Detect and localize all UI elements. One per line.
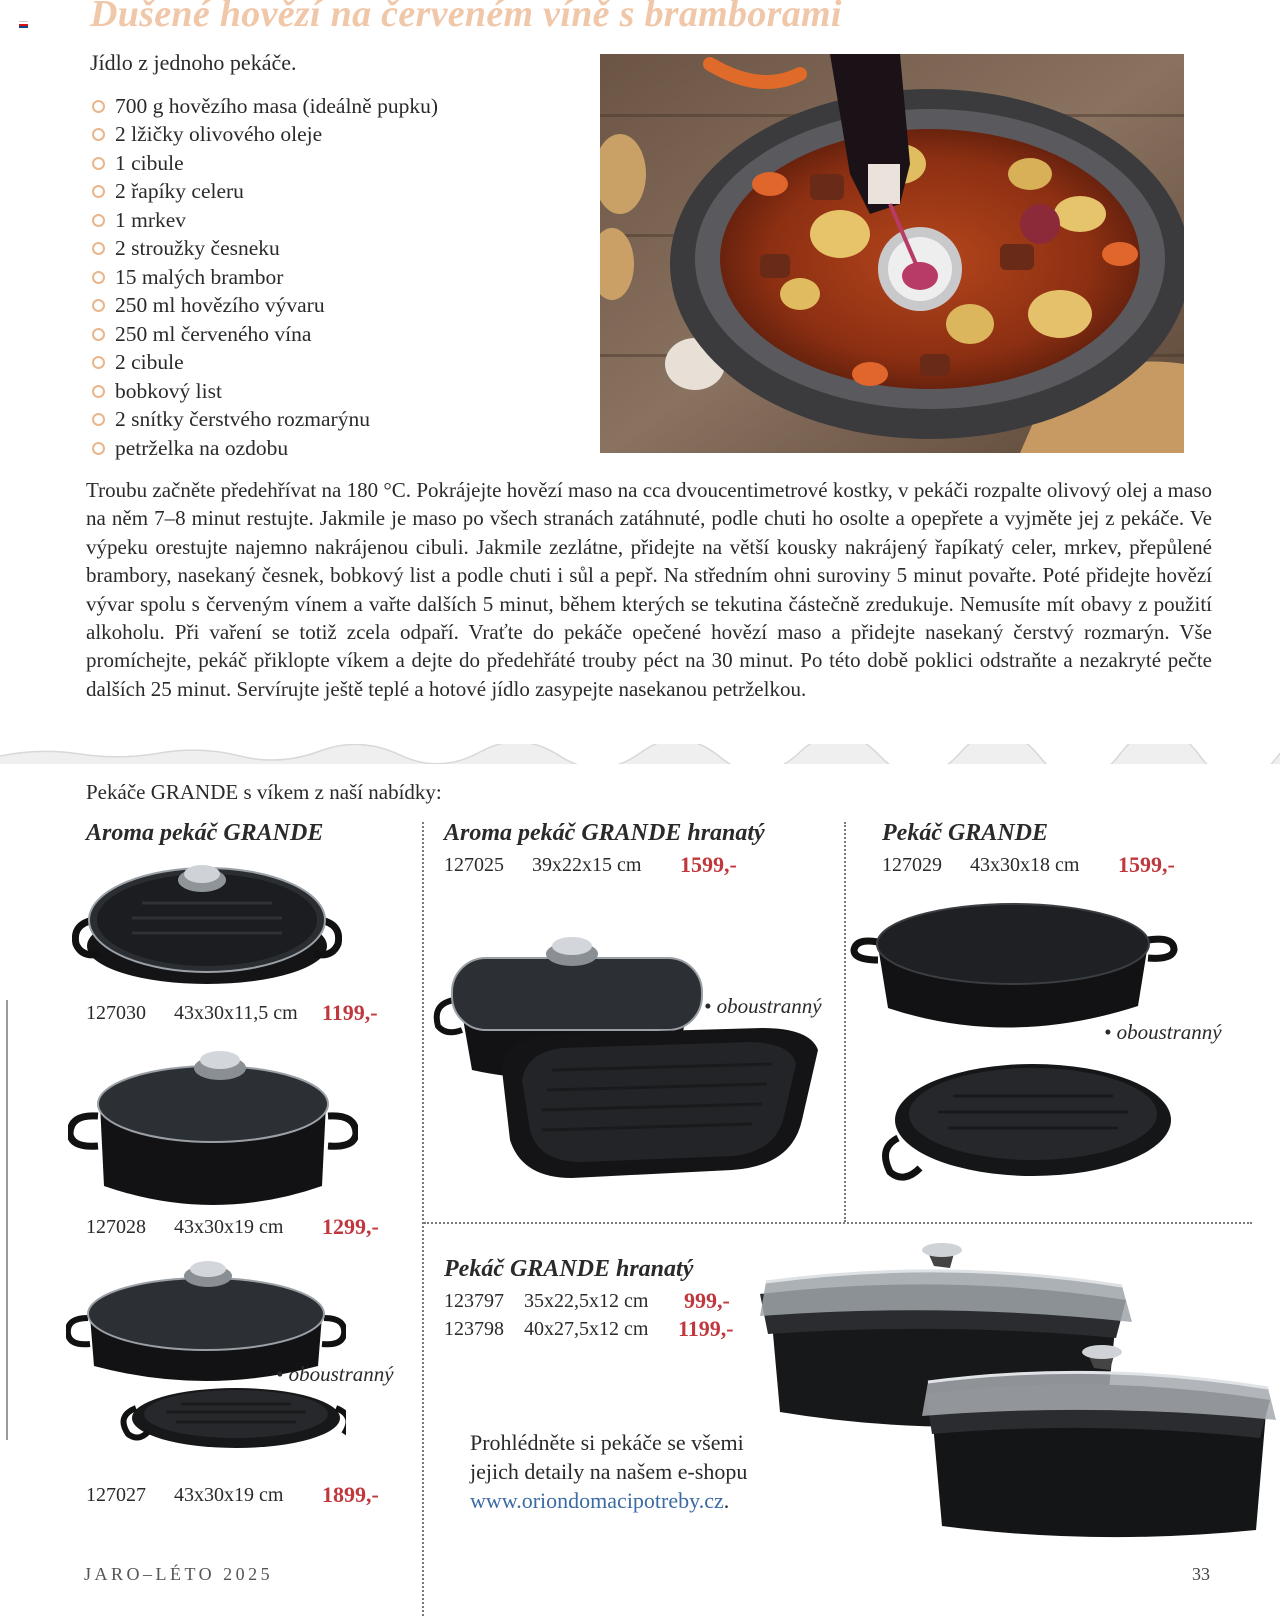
flag-icon [19, 21, 28, 27]
product-size: 43x30x11,5 cm [174, 1002, 298, 1024]
product-note: • oboustranný [276, 1362, 394, 1386]
product-size: 40x27,5x12 cm [524, 1318, 649, 1340]
list-item: 2 stroužky česneku [92, 235, 438, 264]
eshop-note [470, 1428, 747, 1515]
list-item: bobkový list [92, 377, 438, 406]
product-code: 123798 [444, 1318, 504, 1340]
deep-oval-roaster-image [68, 1046, 358, 1214]
column-divider [844, 822, 846, 1222]
bullet-icon [92, 385, 105, 398]
bullet-icon [92, 271, 105, 284]
recipe-photo [600, 54, 1184, 453]
list-item: 1 mrkev [92, 206, 438, 235]
product-size: 43x30x19 cm [174, 1216, 284, 1238]
ingredient-list [92, 92, 438, 463]
list-item: 250 ml červeného vína [92, 320, 438, 349]
bullet-icon [92, 413, 105, 426]
torn-paper-divider [0, 744, 1280, 772]
offer-heading: Pekáče GRANDE s víkem z naší nabídky: [86, 780, 442, 804]
list-item: petrželka na ozdobu [92, 434, 438, 463]
page-number: 33 [1192, 1564, 1210, 1584]
product-title: Aroma pekáč GRANDE hranatý [444, 820, 765, 846]
square-roasters-image [756, 1242, 1280, 1548]
product-code: 127025 [444, 854, 504, 876]
product-code: 127027 [86, 1484, 146, 1506]
oval-roaster-image [72, 858, 342, 990]
rectangular-roaster-image [432, 930, 826, 1190]
list-item: 15 malých brambor [92, 263, 438, 292]
column-divider [422, 822, 424, 1616]
recipe-intro: Jídlo z jednoho pekáče. [90, 50, 297, 75]
product-code: 127029 [882, 854, 942, 876]
footer-season: JARO–LÉTO 2025 [84, 1564, 274, 1584]
bullet-icon [92, 128, 105, 141]
product-note: • oboustranný [1104, 1020, 1222, 1044]
product-code: 127030 [86, 1002, 146, 1024]
list-item: 2 řapíky celeru [92, 178, 438, 207]
product-price: 999,- [684, 1288, 730, 1313]
product-code: 127028 [86, 1216, 146, 1238]
eshop-link[interactable]: www.oriondomacipotreby.cz [470, 1488, 724, 1513]
eshop-line: Prohlédněte si pekáče se všemi [470, 1430, 744, 1455]
recipe-method: Troubu začněte předehřívat na 180 °C. Pokrájejte hovězí maso na cca dvoucentimetrové kostky, v pekáči rozpalte olivový olej a maso na něm 7–8 minut restujte. Jakmile je maso po všech stranách zatáhnuté, podle chuti ho osolte a opepřete a vyjměte jej z pekáče. Ve výpeku orestujte najemno nakrájenou cibuli. Jakmile zezlátne, přidejte na větší kousky nakrájený řapíkatý celer, mrkev, přepůlené brambory, nasekaný česnek, bobkový list a podle chuti i sůl a pepř. Na středním ohni suroviny 5 minut povařte. Poté přidejte hovězí vývar spolu s červeným vínem a vařte dalších 5 minut, během kterých se tekutina částečně zredukuje. Nemusíte mít obavy z použití alkoholu. Při vaření se totiž zcela odpaří. Vraťte do pekáče opečené hovězí maso a přidejte nasekaný čerstvý rozmarýn. Vše promíchejte, pekáč přiklopte víkem a dejte do předehřáté trouby péct na 30 minut. Po této době poklici odstraňte a nezakryté pečte dalších 25 minut. Servírujte ještě teplé a hotové jídlo zasypejte nasekanou petrželkou. [86, 478, 1212, 701]
bullet-icon [92, 157, 105, 170]
product-size: 35x22,5x12 cm [524, 1290, 649, 1312]
product-title: Pekáč GRANDE hranatý [444, 1256, 694, 1282]
product-price: 1599,- [680, 852, 737, 877]
recipe-title: Dušené hovězí na červeném víně s bramborami [90, 0, 842, 35]
bullet-icon [92, 242, 105, 255]
product-price: 1899,- [322, 1482, 379, 1507]
product-title: Aroma pekáč GRANDE [86, 820, 324, 846]
product-code: 123797 [444, 1290, 504, 1312]
product-title: Pekáč GRANDE [882, 820, 1048, 846]
product-size: 43x30x18 cm [970, 854, 1080, 876]
section-divider [424, 1222, 1252, 1224]
reversible-oval-roaster-image [66, 1256, 346, 1452]
list-item: 2 lžičky olivového oleje [92, 121, 438, 150]
product-price: 1599,- [1118, 852, 1175, 877]
eshop-dot: . [723, 1488, 730, 1513]
list-item: 700 g hovězího masa (ideálně pupku) [92, 92, 438, 121]
bullet-icon [92, 100, 105, 113]
list-item: 2 cibule [92, 349, 438, 378]
list-item: 1 cibule [92, 149, 438, 178]
product-size: 39x22x15 cm [532, 854, 642, 876]
product-size: 43x30x19 cm [174, 1484, 284, 1506]
product-price: 1299,- [322, 1214, 379, 1239]
oval-roaster-pan-image [848, 898, 1182, 1194]
bullet-icon [92, 442, 105, 455]
bullet-icon [92, 328, 105, 341]
product-note: • oboustranný [704, 994, 822, 1018]
bullet-icon [92, 299, 105, 312]
product-price: 1199,- [678, 1316, 734, 1341]
bullet-icon [92, 214, 105, 227]
list-item: 250 ml hovězího vývaru [92, 292, 438, 321]
eshop-line: jejich detaily na našem e-shopu [470, 1459, 748, 1484]
bullet-icon [92, 356, 105, 369]
list-item: 2 snítky čerstvého rozmarýnu [92, 406, 438, 435]
product-price: 1199,- [322, 1000, 378, 1025]
bullet-icon [92, 185, 105, 198]
margin-line [6, 1000, 8, 1440]
